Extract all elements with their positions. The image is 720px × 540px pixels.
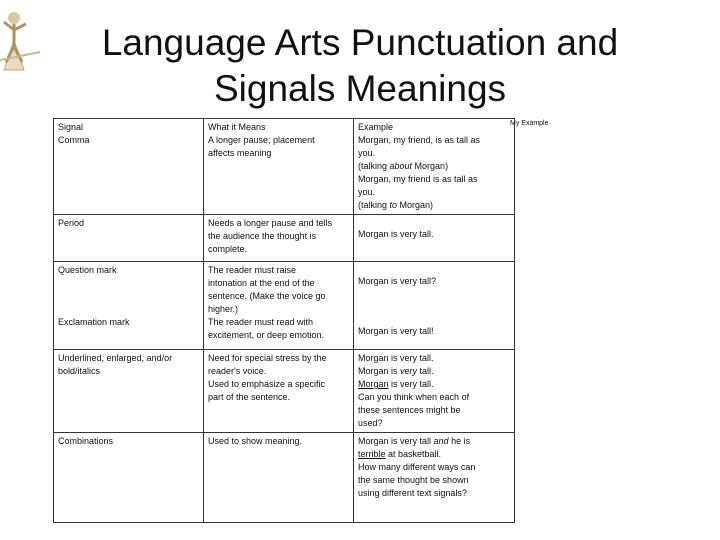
signal-cell: Question mark Exclamation mark: [54, 262, 204, 350]
signal-cell: Combinations: [54, 433, 204, 523]
example-cell: Example Morgan, my friend, is as tall as you. (talking about Morgan) Morgan, my friend is as tall as you. (talking to Morgan): [354, 119, 515, 215]
table-row: [54, 215, 515, 262]
page-title: Language Arts Punctuation and Signals Meanings: [101, 22, 619, 109]
table-row: [54, 350, 515, 433]
example-cell: Morgan is very tall and he is terrible at basketball. How many different ways can the same thought be shown using different text signals?: [354, 433, 515, 523]
my-example-label: My Example: [510, 120, 549, 127]
signal-cell: Signal Comma: [54, 119, 204, 215]
meaning-cell: What it Means A longer pause; placement affects meaning: [204, 119, 354, 215]
meaning-cell: Used to show meaning.: [204, 433, 354, 523]
table-row: [54, 433, 515, 523]
meaning-cell: Need for special stress by the reader's voice. Used to emphasize a specific part of the sentence.: [204, 350, 354, 433]
meaning-cell: The reader must raise intonation at the end of the sentence. (Make the voice go higher.) The reader must read with excitement, or deep emotion.: [204, 262, 354, 350]
signal-cell: Period: [54, 215, 204, 262]
table-row: [54, 119, 515, 215]
example-cell: Morgan is very tall.: [354, 215, 515, 262]
meaning-cell: Needs a longer pause and tells the audience the thought is complete.: [204, 215, 354, 262]
signals-table: [53, 118, 515, 523]
example-cell: Morgan is very tall. Morgan is very tall. Morgan is very tall. Can you think when each of these sentences might be used?: [354, 350, 515, 433]
example-cell: Morgan is very tall? Morgan is very tall!: [354, 262, 515, 350]
table-row: [54, 262, 515, 350]
signal-cell: Underlined, enlarged, and/or bold/italics: [54, 350, 204, 433]
